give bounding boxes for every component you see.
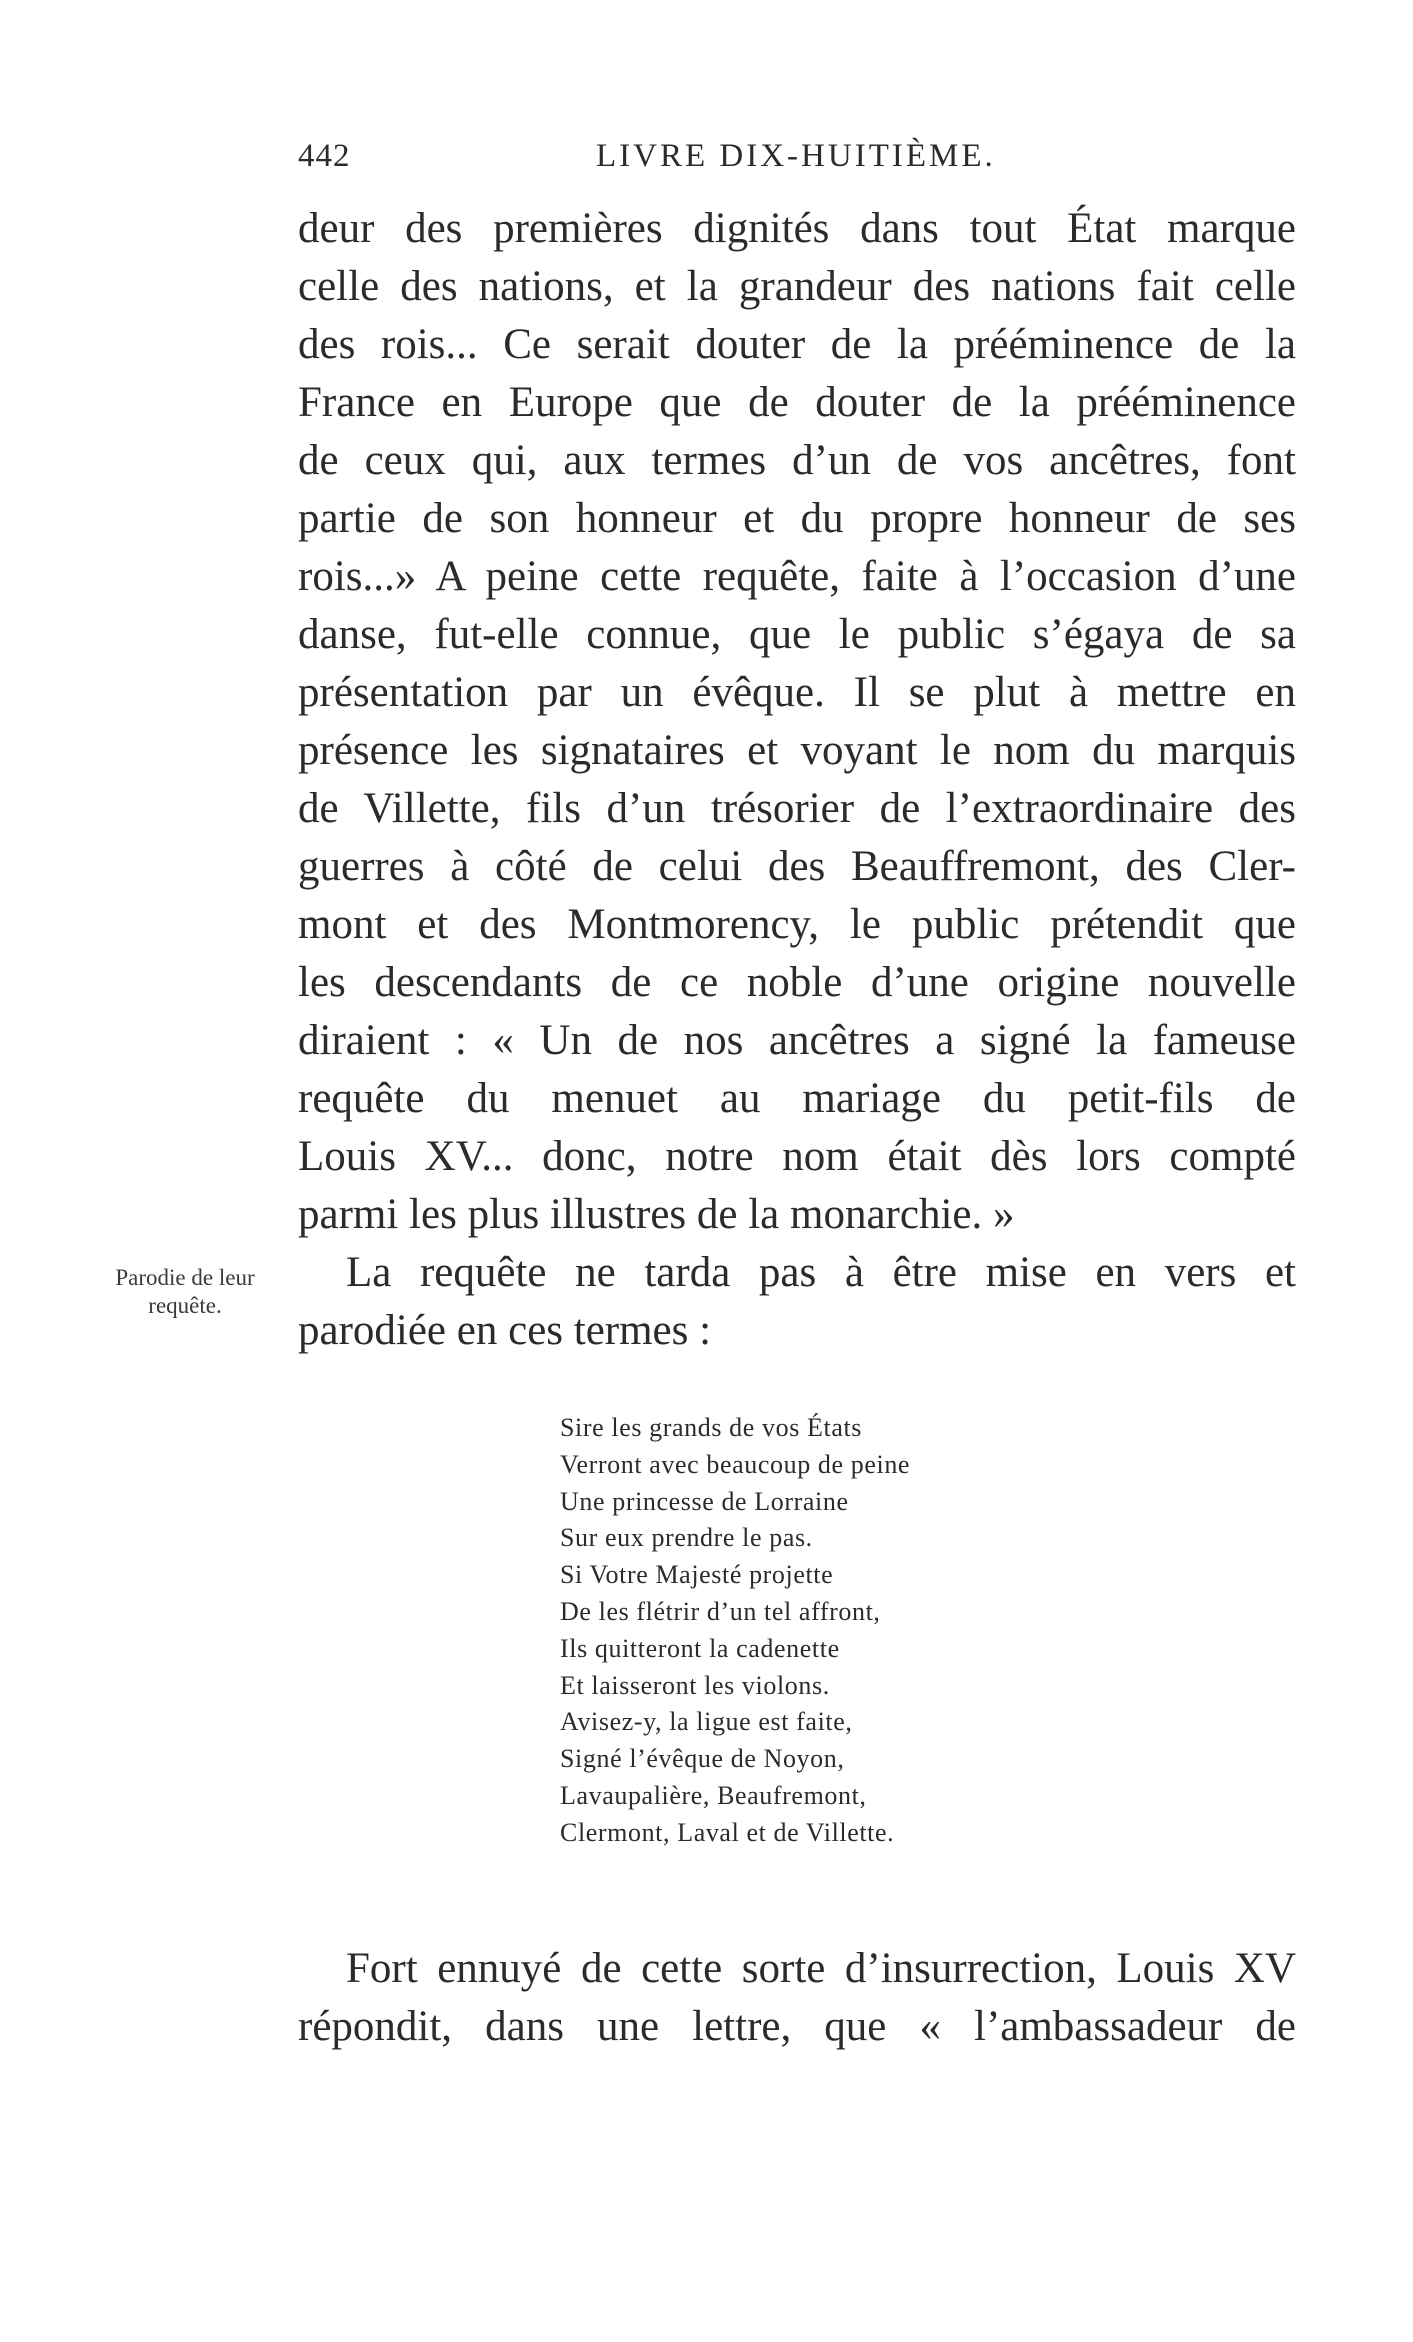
- text-line: parmi les plus illustres de la monarchie. »: [298, 1191, 1015, 1238]
- verse-line: Si Votre Majesté projette: [560, 1560, 834, 1590]
- margin-note: [80, 1264, 290, 1320]
- verse-line: Ils quitteront la cadenette: [560, 1633, 840, 1663]
- verse-line: Avisez-y, la ligue est faite,: [560, 1707, 853, 1737]
- verse-line: Verront avec beaucoup de peine: [560, 1449, 911, 1479]
- text-line: de ceux qui, aux termes d’un de vos ancêtres, font: [298, 437, 1296, 484]
- text-line: parodiée en ces termes :: [298, 1307, 712, 1354]
- text-line: présence les signataires et voyant le nom du marquis: [298, 727, 1296, 774]
- verse-line: Et laisseront les violons.: [560, 1670, 830, 1700]
- text-line: présentation par un évêque. Il se plut à mettre en: [298, 669, 1296, 716]
- text-line: rois...» A peine cette requête, faite à l’occasion d’une: [298, 553, 1296, 600]
- text-line: La requête ne tarda pas à être mise en vers et: [346, 1249, 1296, 1296]
- verse-line: Sire les grands de vos États: [560, 1413, 863, 1442]
- text-line: celle des nations, et la grandeur des nations fait celle: [298, 263, 1296, 310]
- verse-line: Sur eux prendre le pas.: [560, 1523, 813, 1553]
- verse-block: [560, 1410, 1100, 1852]
- margin-note-line: Parodie de leur: [115, 1265, 255, 1290]
- text-line: de Villette, fils d’un trésorier de l’extraordinaire des: [298, 785, 1296, 832]
- text-line: partie de son honneur et du propre honneur de ses: [298, 495, 1296, 542]
- text-line: France en Europe que de douter de la prééminence: [298, 379, 1296, 426]
- text-line: deur des premières dignités dans tout État marque: [298, 205, 1296, 252]
- text-line: requête du menuet au mariage du petit-fils de: [298, 1075, 1296, 1122]
- verse-line: Une princesse de Lorraine: [560, 1486, 849, 1516]
- text-line: les descendants de ce noble d’une origine nouvelle: [298, 959, 1296, 1006]
- main-text: [298, 200, 1296, 1360]
- margin-note-line: requête.: [148, 1293, 222, 1318]
- verse-line: De les flétrir d’un tel affront,: [560, 1596, 881, 1626]
- text-line: Fort ennuyé de cette sorte d’insurrection, Louis XV: [346, 1945, 1296, 1992]
- verse-line: Signé l’évêque de Noyon,: [560, 1744, 845, 1774]
- running-head: LIVRE DIX-HUITIÈME.: [596, 138, 996, 174]
- text-line: des rois... Ce serait douter de la prééminence de la: [298, 321, 1296, 368]
- text-line: répondit, dans une lettre, que « l’ambassadeur de: [298, 2003, 1296, 2050]
- text-line: Louis XV... donc, notre nom était dès lors compté: [298, 1133, 1296, 1180]
- text-line: guerres à côté de celui des Beauffremont, des Cler-: [298, 843, 1296, 890]
- text-line: mont et des Montmorency, le public prétendit que: [298, 901, 1296, 948]
- page-header: [298, 138, 1298, 188]
- verse-line: Clermont, Laval et de Villette.: [560, 1817, 895, 1847]
- text-line: danse, fut-elle connue, que le public s’égaya de sa: [298, 611, 1296, 658]
- verse-line: Lavaupalière, Beaufremont,: [560, 1780, 867, 1810]
- page-number: 442: [298, 138, 351, 174]
- continuation-text: [298, 1940, 1296, 2056]
- text-line: diraient : « Un de nos ancêtres a signé la fameuse: [298, 1017, 1296, 1064]
